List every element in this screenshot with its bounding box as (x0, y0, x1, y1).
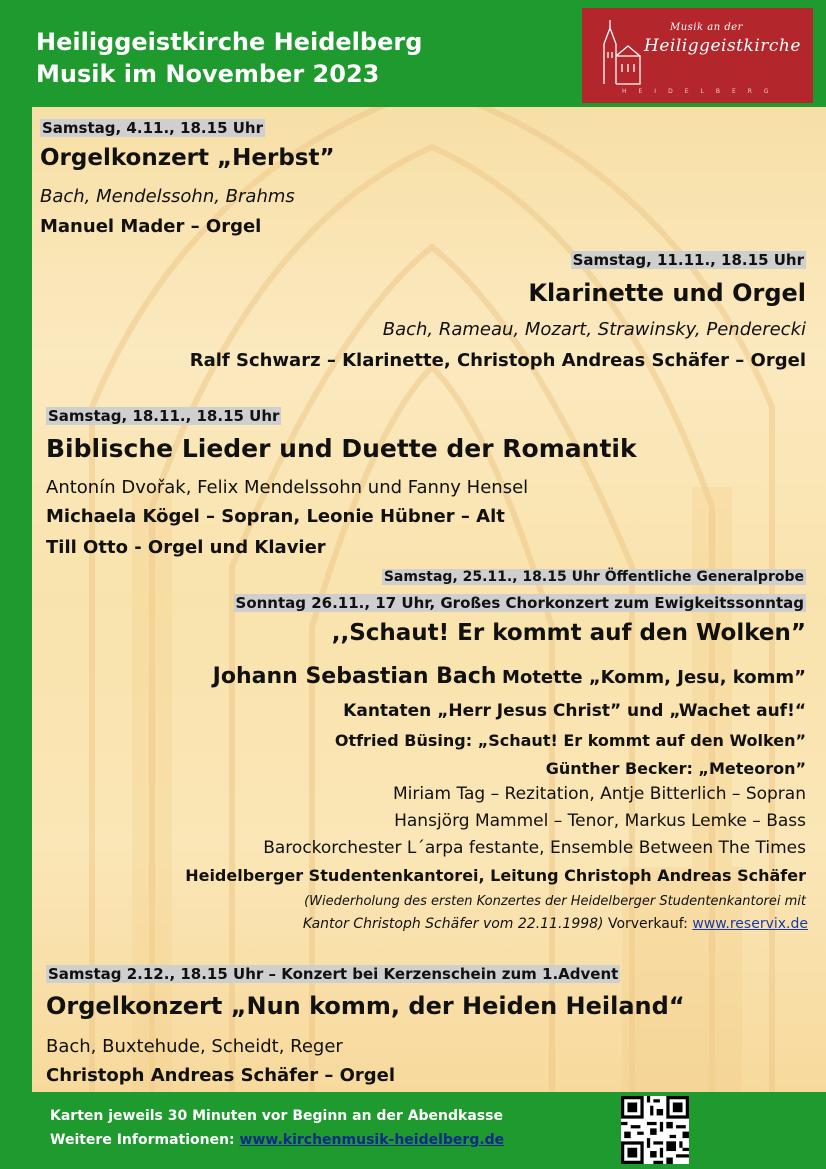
event5-composers: Bach, Buxtehude, Scheidt, Reger (46, 1036, 343, 1057)
event4-note2: Kantor Christoph Schäfer vom 22.11.1998) (302, 916, 604, 932)
event5-performers: Christoph Andreas Schäfer – Orgel (46, 1065, 396, 1086)
event2-date: Samstag, 11.11., 18.15 Uhr (572, 251, 804, 269)
header-title-line1: Heiliggeistkirche Heidelberg (36, 28, 423, 56)
event4-composer: Johann Sebastian Bach (212, 664, 497, 689)
event4-perf1: Miriam Tag – Rezitation, Antje Bitterlich – Sopran (392, 784, 806, 804)
event1-date: Samstag, 4.11., 18.15 Uhr (42, 119, 263, 137)
event5-date: Samstag 2.12., 18.15 Uhr – Konzert bei Kerzenschein zum 1.Advent (48, 965, 619, 983)
event4-becker: Günther Becker: „Meteoron” (545, 759, 806, 778)
event4-date-pre: Samstag, 25.11., 18.15 Uhr Öffentliche Generalprobe (383, 569, 804, 585)
reservix-link[interactable]: www.reservix.de (692, 916, 808, 932)
page-header (36, 26, 422, 90)
event2-performers: Ralf Schwarz – Klarinette, Christoph Andreas Schäfer – Orgel (189, 350, 806, 371)
event4-perf4: Heidelberger Studentenkantorei, Leitung Christoph Andreas Schäfer (185, 866, 806, 885)
event1-performers: Manuel Mader – Orgel (40, 216, 262, 237)
event1-composers: Bach, Mendelssohn, Brahms (40, 186, 295, 207)
event4-date: Sonntag 26.11., 17 Uhr, Großes Chorkonzert zum Ewigkeitssonntag (235, 594, 804, 612)
logo-city: HEIDELBERG (622, 88, 781, 95)
footer-line1: Karten jeweils 30 Minuten vor Beginn an der Abendkasse (50, 1108, 503, 1124)
event4-kantaten: Kantaten „Herr Jesus Christ” und „Wachet auf!“ (343, 701, 806, 721)
event2-composers: Bach, Rameau, Mozart, Strawinsky, Penderecki (382, 319, 806, 340)
kirchenmusik-link[interactable]: www.kirchenmusik-heidelberg.de (239, 1132, 505, 1148)
event2-title: Klarinette und Orgel (528, 279, 806, 307)
logo (582, 8, 813, 103)
event3-title: Biblische Lieder und Duette der Romantik (46, 434, 637, 463)
event4-buesing: Otfried Büsing: „Schaut! Er kommt auf den Wolken” (334, 731, 806, 750)
logo-small-text: Musik an der (670, 22, 743, 33)
footer (32, 1092, 826, 1169)
event4-title: ,,Schaut! Er kommt auf den Wolken” (331, 620, 806, 646)
event3-date: Samstag, 18.11., 18.15 Uhr (48, 407, 280, 425)
program-panel (32, 107, 826, 1092)
event4-perf3: Barockorchester L´arpa festante, Ensemble Between The Times (263, 838, 806, 858)
event1-title: Orgelkonzert „Herbst” (40, 145, 335, 171)
event3-performers1: Michaela Kögel – Sopran, Leonie Hübner – Alt (46, 506, 505, 527)
logo-wordmark (644, 22, 801, 56)
event4-note1: (Wiederholung des ersten Konzertes der Heidelberger Studentenkantorei mit (304, 894, 806, 909)
qr-code[interactable] (621, 1096, 689, 1164)
qr-code-icon (621, 1096, 689, 1164)
event3-composers: Antonín Dvořak, Felix Mendelssohn und Fanny Hensel (46, 477, 529, 498)
event4-presale-label: Vorverkauf: (607, 916, 688, 932)
church-icon (588, 16, 644, 86)
event3-performers2: Till Otto - Orgel und Klavier (46, 537, 326, 558)
event4-motette: Motette „Komm, Jesu, komm” (502, 667, 806, 688)
event5-title: Orgelkonzert „Nun komm, der Heiden Heiland“ (46, 992, 685, 1020)
logo-main-text: Heiliggeistkirche (644, 36, 801, 56)
header-title-line2: Musik im November 2023 (36, 60, 380, 88)
event4-perf2: Hansjörg Mammel – Tenor, Markus Lemke – Bass (394, 811, 806, 831)
footer-info-label: Weitere Informationen: (50, 1132, 235, 1148)
